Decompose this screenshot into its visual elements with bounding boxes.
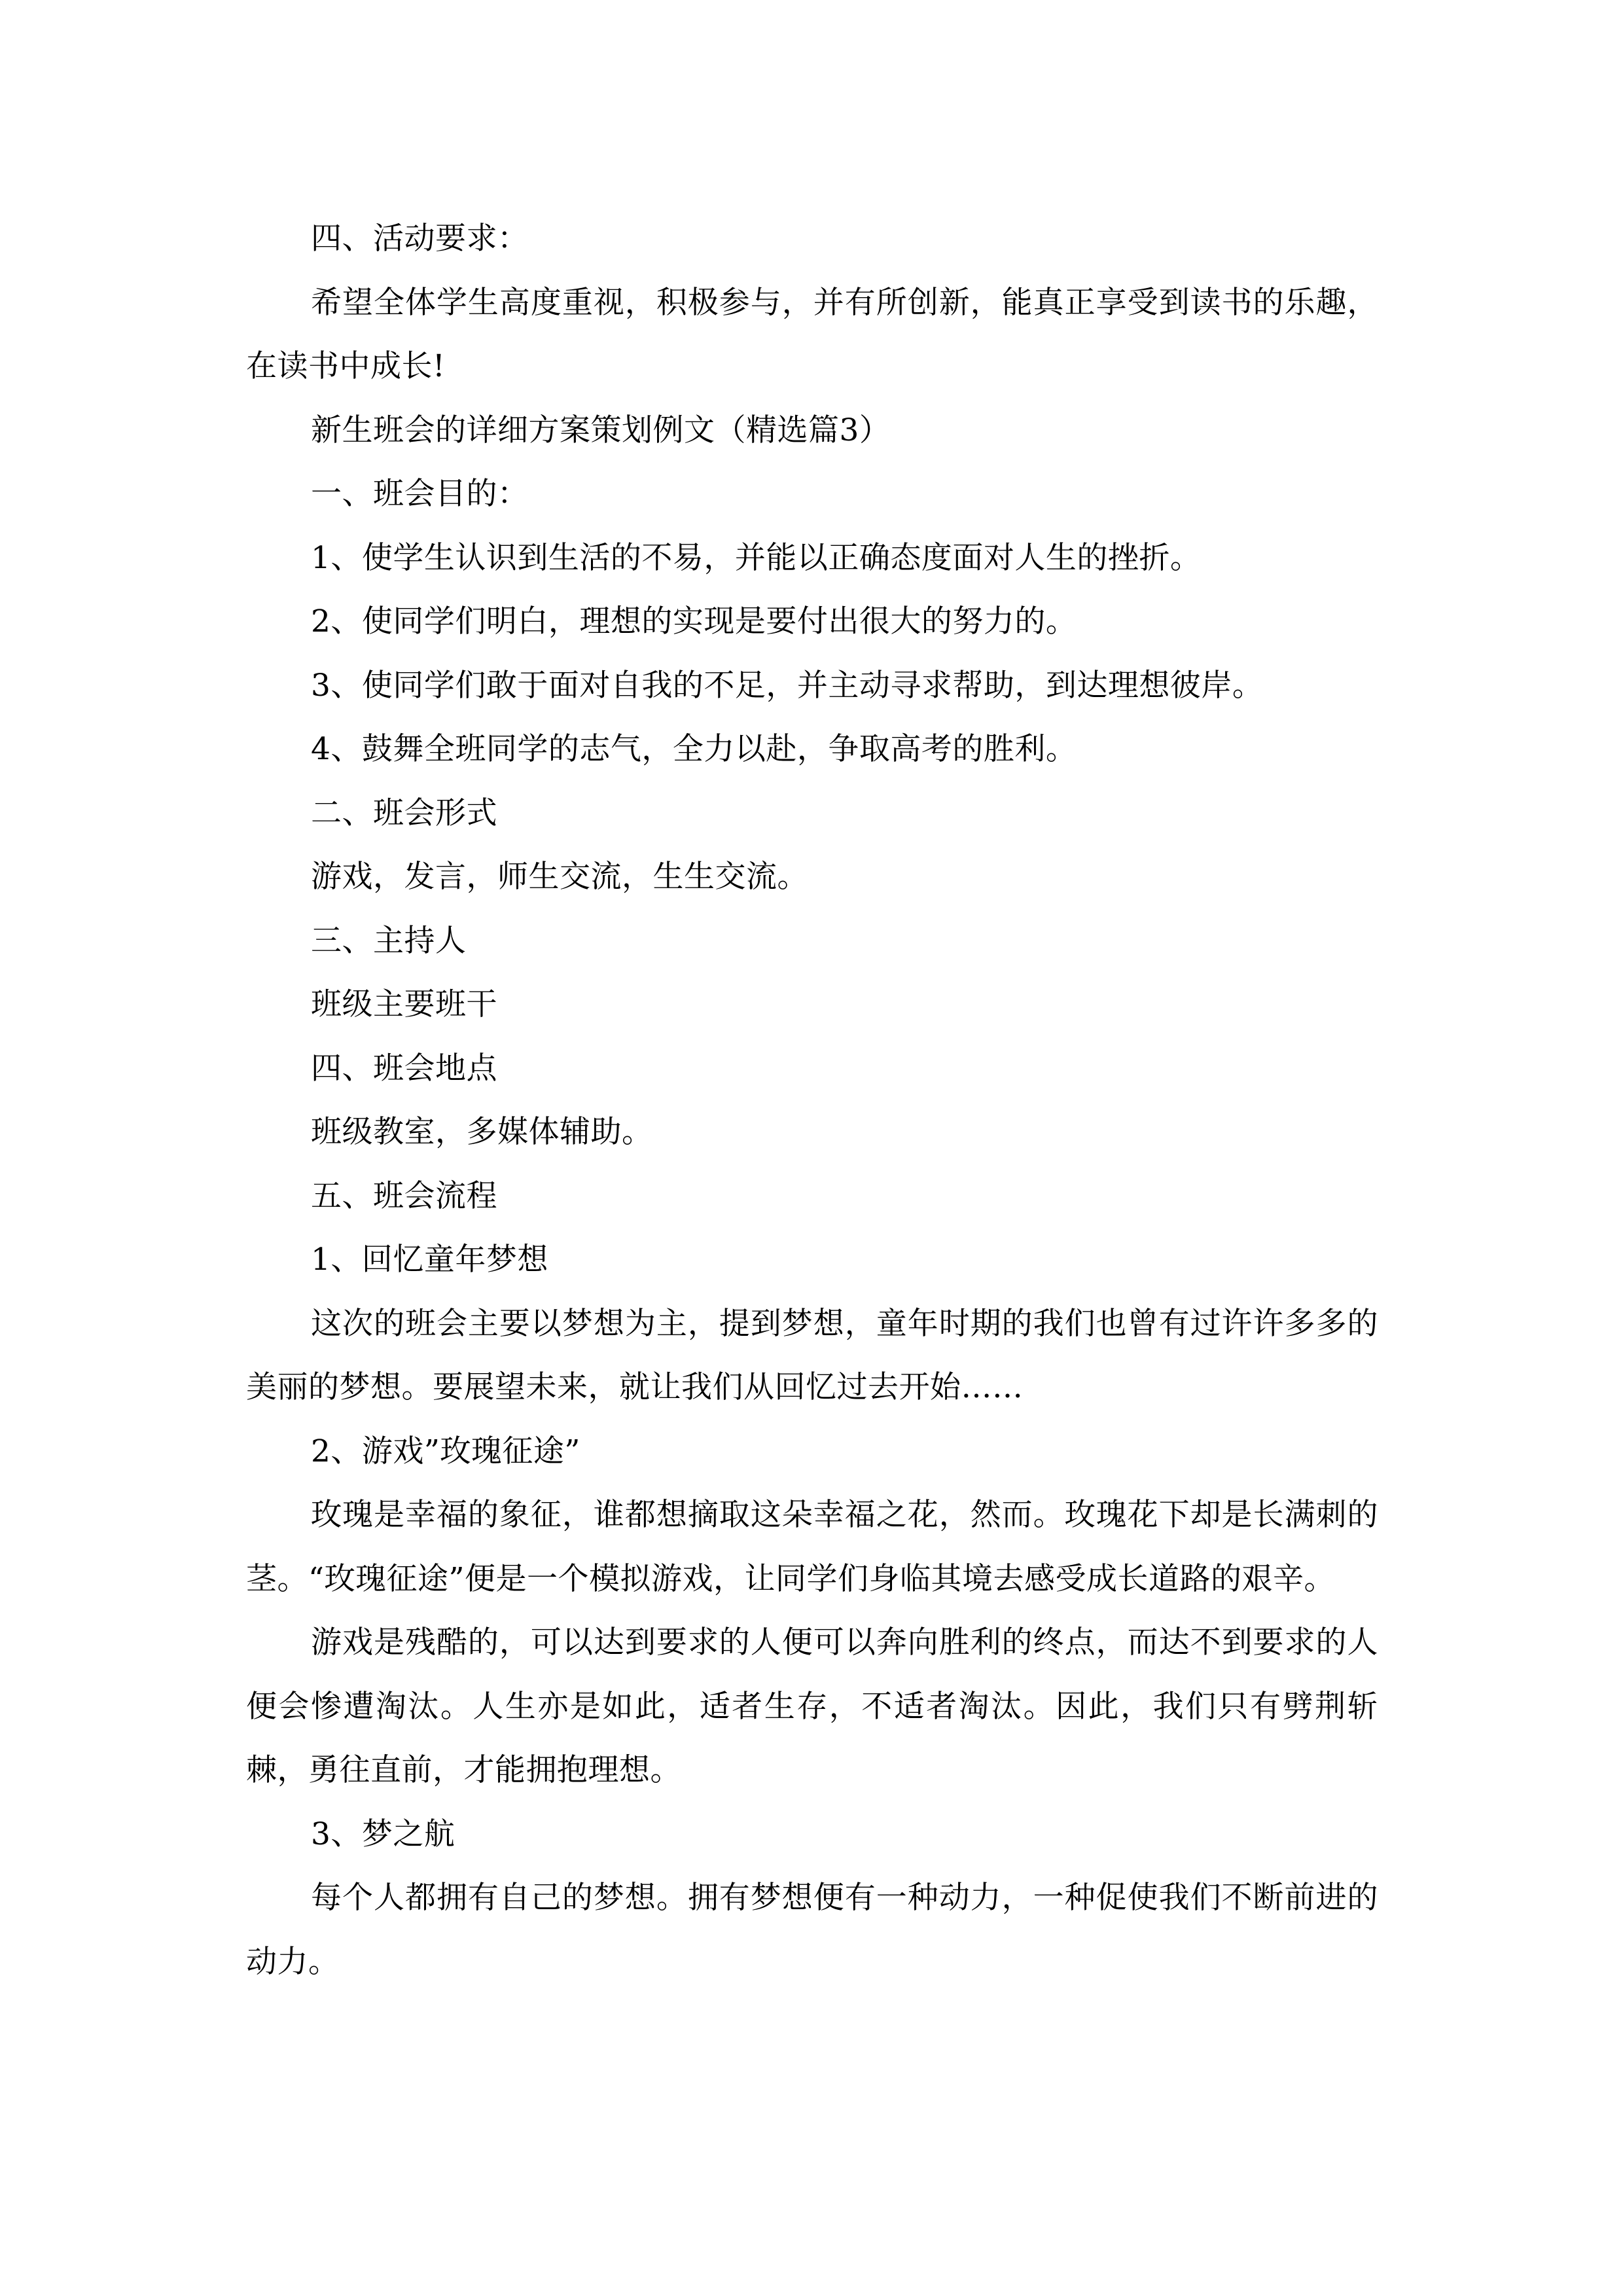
list-item-purpose-2: 2、使同学们明白，理想的实现是要付出很大的努力的。 <box>311 603 1077 639</box>
paragraph-meeting-location: 班级教室，多媒体辅助。 <box>311 1114 653 1150</box>
subheading-dream-voyage: 3、梦之航 <box>311 1816 455 1852</box>
paragraph-dream-voyage: 每个人都拥有自己的梦想。拥有梦想便有一种动力，一种促使我们不断前进的动力。 <box>246 1880 1378 1980</box>
paragraph-meeting-format: 游戏，发言，师生交流，生生交流。 <box>311 859 808 895</box>
subheading-rose-journey-game: 2、游戏”玫瑰征途” <box>311 1433 580 1469</box>
list-item-purpose-3: 3、使同学们敢于面对自我的不足，并主动寻求帮助，到达理想彼岸。 <box>311 667 1264 704</box>
section-title-example-3: 新生班会的详细方案策划例文（精选篇3） <box>311 412 891 448</box>
heading-meeting-purpose: 一、班会目的： <box>311 476 529 512</box>
paragraph-childhood-dream: 这次的班会主要以梦想为主，提到梦想，童年时期的我们也曾有过许许多多的美丽的梦想。要展望未来，就让我们从回忆过去开始…… <box>246 1305 1378 1405</box>
paragraph-host: 班级主要班干 <box>311 986 497 1022</box>
list-item-purpose-4: 4、鼓舞全班同学的志气，全力以赴，争取高考的胜利。 <box>311 731 1077 767</box>
list-item-purpose-1: 1、使学生认识到生活的不易，并能以正确态度面对人生的挫折。 <box>311 539 1202 576</box>
paragraph-game-cruelty: 游戏是残酷的，可以达到要求的人便可以奔向胜利的终点，而达不到要求的人便会惨遭淘汰。人生亦是如此，适者生存，不适者淘汰。因此，我们只有劈荆斩棘，勇往直前，才能拥抱理想。 <box>246 1624 1378 1788</box>
paragraph-requirements-text: 希望全体学生高度重视，积极参与，并有所创新，能真正享受到读书的乐趣，在读书中成长! <box>246 284 1378 384</box>
heading-host: 三、主持人 <box>311 922 467 959</box>
document-body <box>246 207 1378 1994</box>
heading-meeting-format: 二、班会形式 <box>311 795 497 831</box>
heading-activity-requirements: 四、活动要求： <box>311 221 529 257</box>
heading-meeting-location: 四、班会地点 <box>311 1050 497 1086</box>
paragraph-rose-symbol: 玫瑰是幸福的象征，谁都想摘取这朵幸福之花，然而。玫瑰花下却是长满刺的茎。“玫瑰征途”便是一个模拟游戏，让同学们身临其境去感受成长道路的艰辛。 <box>246 1497 1378 1597</box>
subheading-childhood-dream: 1、回忆童年梦想 <box>311 1242 548 1278</box>
heading-meeting-process: 五、班会流程 <box>311 1177 497 1214</box>
